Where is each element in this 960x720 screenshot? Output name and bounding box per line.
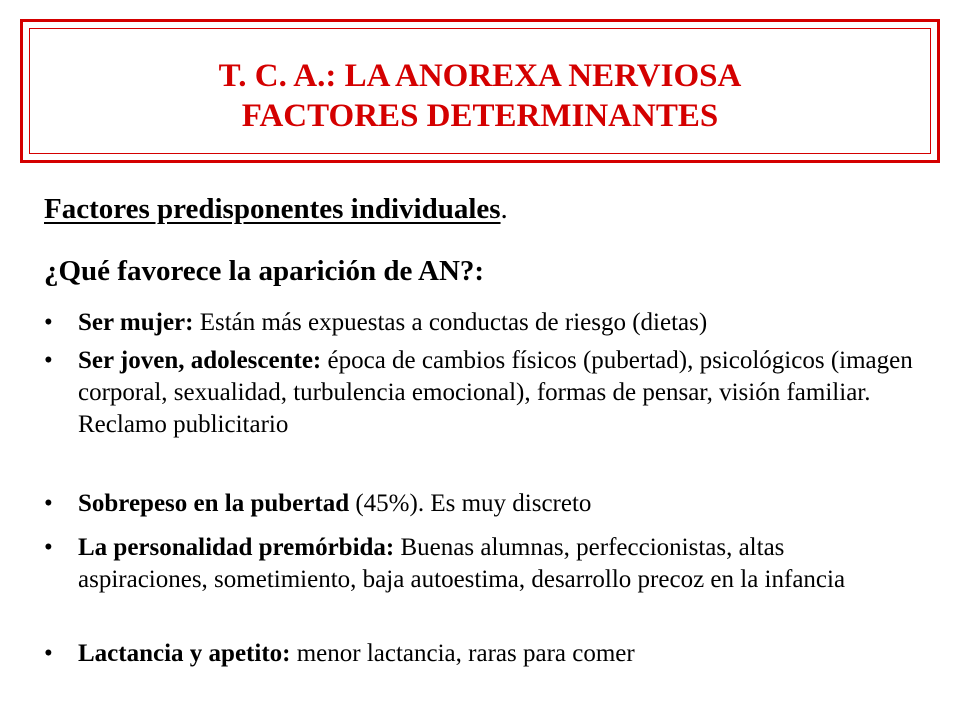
- bullet-item-ser-joven: [44, 345, 924, 441]
- bullet-icon: •: [44, 309, 53, 336]
- title-line-1: T. C. A.: LA ANOREXA NERVIOSA: [218, 58, 742, 94]
- bullet-icon: •: [44, 490, 53, 517]
- section-heading-text: Factores predisponentes individuales: [44, 193, 501, 225]
- bullet-body: [78, 488, 918, 520]
- bullet-body: [78, 345, 918, 441]
- bullet-icon: •: [44, 347, 53, 374]
- bullet-lead: Sobrepeso en la pubertad: [78, 490, 350, 517]
- bullet-body: [78, 307, 918, 339]
- slide-title: [23, 56, 937, 136]
- bullet-text: menor lactancia, raras para comer: [290, 640, 635, 667]
- bullet-item-sobrepeso: [44, 488, 924, 520]
- bullet-item-personalidad: [44, 532, 924, 596]
- bullet-lead: Ser mujer:: [78, 309, 194, 336]
- section-heading: [44, 192, 508, 226]
- bullet-text: época de cambios físicos (pubertad), psicológicos (imagen corporal, sexualidad, turbulencia emocional), formas de pensar, visión familiar. Reclamo publicitario: [78, 347, 913, 438]
- bullet-text: (45%). Es muy discreto: [349, 490, 592, 517]
- bullet-lead: La personalidad premórbida:: [78, 534, 395, 561]
- title-line-2: FACTORES DETERMINANTES: [241, 98, 719, 134]
- bullet-lead: Lactancia y apetito:: [78, 640, 291, 667]
- bullet-body: [78, 638, 918, 670]
- bullet-icon: •: [44, 534, 53, 561]
- section-heading-suffix: .: [500, 193, 508, 225]
- title-box: [20, 19, 940, 163]
- bullet-icon: •: [44, 640, 53, 667]
- bullet-text: Están más expuestas a conductas de riesgo (dietas): [193, 309, 708, 336]
- bullet-text: Buenas alumnas, perfeccionistas, altas aspiraciones, sometimiento, baja autoestima, desarrollo precoz en la infancia: [78, 534, 846, 593]
- bullet-lead: Ser joven, adolescente:: [78, 347, 322, 374]
- question-heading: ¿Qué favorece la aparición de AN?:: [44, 255, 485, 287]
- bullet-item-ser-mujer: [44, 307, 924, 339]
- bullet-body: [78, 532, 918, 596]
- bullet-item-lactancia: [44, 638, 924, 670]
